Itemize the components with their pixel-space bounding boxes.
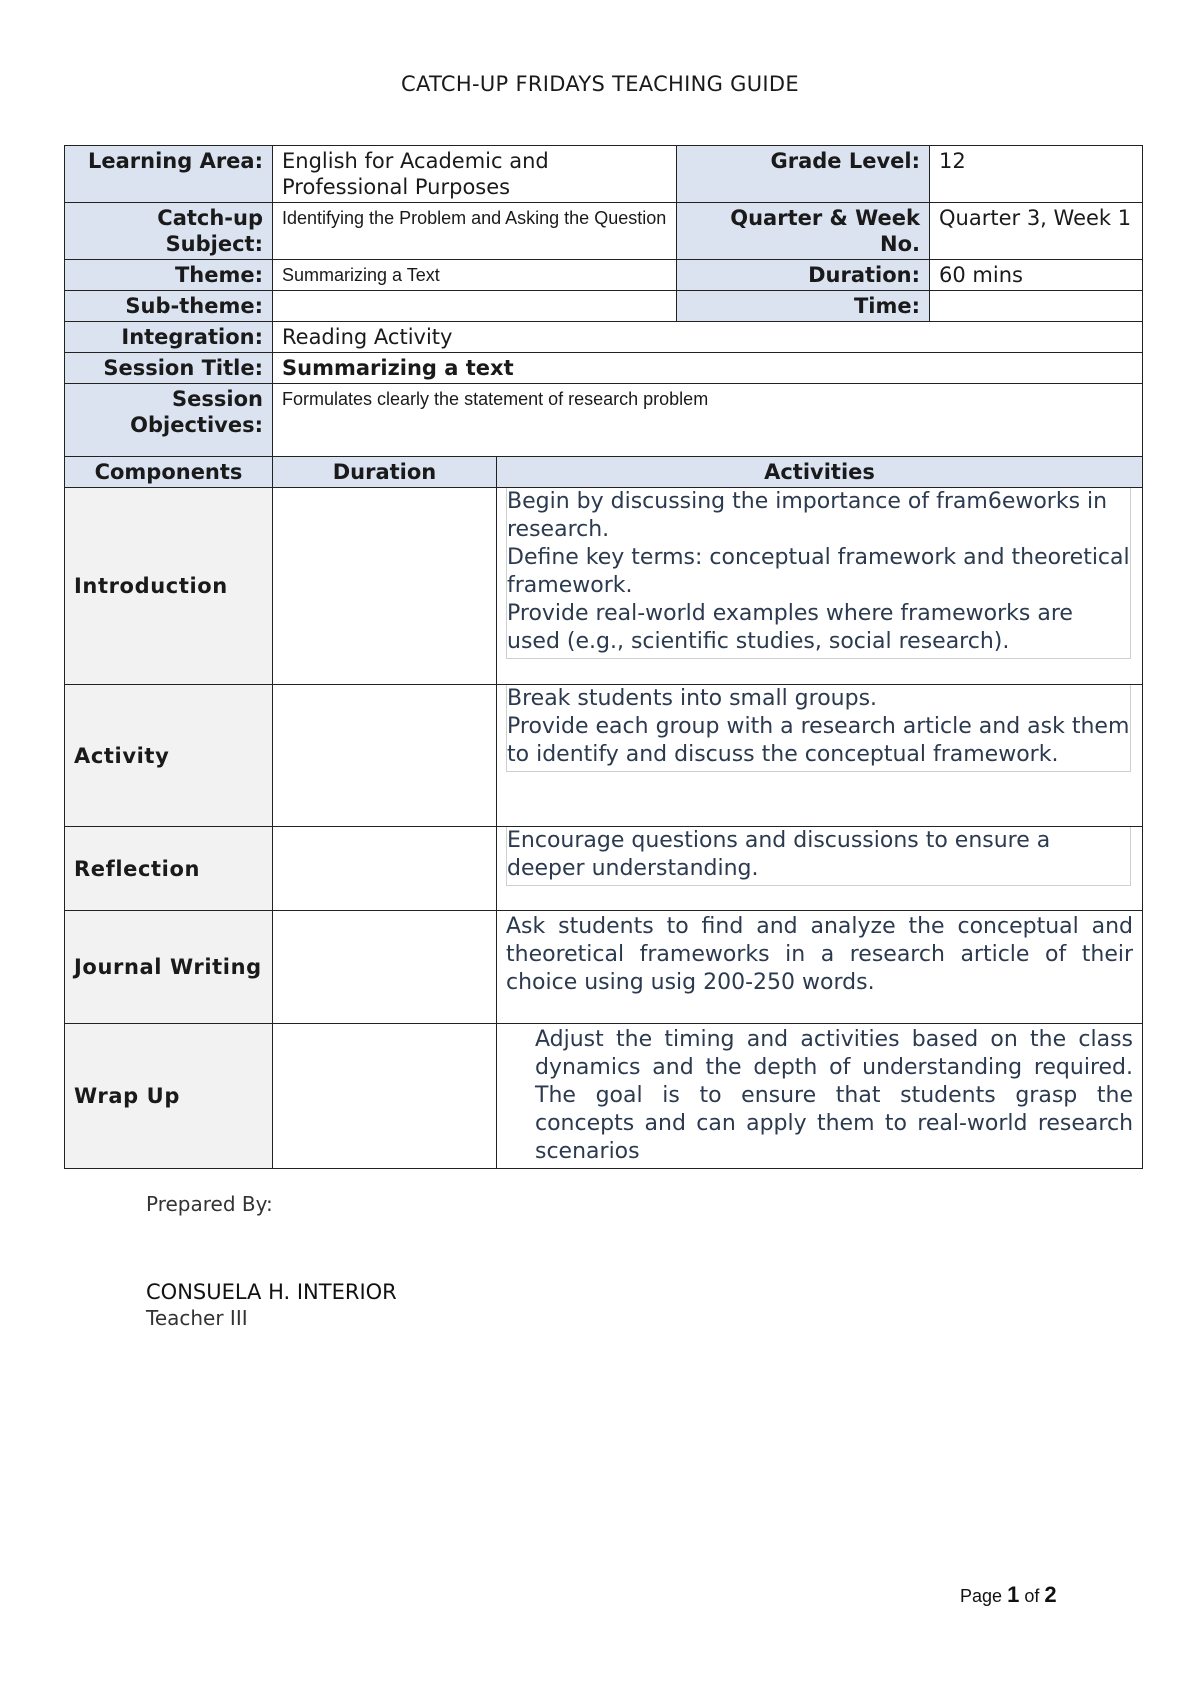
component-duration (273, 827, 497, 911)
introduction-activities-text: Begin by discussing the importance of fram6eworks in research. Define key terms: conceptual framework and theoretical framework. Provide real-world examples where frameworks are used (e.g., scientific studies, social research). (506, 488, 1131, 659)
component-activities (497, 685, 1143, 827)
component-row-journal-writing (65, 911, 1143, 1024)
component-duration (273, 488, 497, 685)
grade-level-label: Grade Level: (677, 146, 930, 203)
component-name: Reflection (65, 827, 273, 911)
component-row-reflection (65, 827, 1143, 911)
duration-value: 60 mins (930, 260, 1143, 291)
theme-value: Summarizing a Text (273, 260, 677, 291)
session-objectives-value: Formulates clearly the statement of research problem (273, 384, 1143, 457)
reflection-activities-text: Encourage questions and discussions to ensure a deeper understanding. (506, 827, 1131, 886)
duration-header: Duration (273, 457, 497, 488)
theme-label: Theme: (65, 260, 273, 291)
document-title: CATCH-UP FRIDAYS TEACHING GUIDE (401, 72, 799, 96)
component-row-activity (65, 685, 1143, 827)
page-number (960, 1582, 1057, 1608)
component-activities (497, 488, 1143, 685)
page-prefix: Page (960, 1586, 1003, 1606)
teaching-guide-table (64, 145, 1143, 1169)
quarter-week-label: Quarter & Week No. (677, 203, 930, 260)
component-row-introduction (65, 488, 1143, 685)
row-theme (65, 260, 1143, 291)
row-subtheme (65, 291, 1143, 322)
learning-area-label: Learning Area: (65, 146, 273, 203)
activity-activities-text: Break students into small groups. Provide each group with a research article and ask them to identify and discuss the conceptual framework. (506, 685, 1131, 772)
row-session-title (65, 353, 1143, 384)
grade-level-value: 12 (930, 146, 1143, 203)
integration-value: Reading Activity (273, 322, 1143, 353)
session-title-value: Summarizing a text (273, 353, 1143, 384)
row-integration (65, 322, 1143, 353)
preparer-name: CONSUELA H. INTERIOR (146, 1280, 397, 1304)
component-name: Wrap Up (65, 1024, 273, 1169)
component-duration (273, 685, 497, 827)
components-header-row (65, 457, 1143, 488)
session-title-label: Session Title: (65, 353, 273, 384)
component-name: Introduction (65, 488, 273, 685)
preparer-role: Teacher III (146, 1306, 248, 1330)
component-activities (497, 827, 1143, 911)
catchup-subject-label: Catch-up Subject: (65, 203, 273, 260)
component-name: Activity (65, 685, 273, 827)
page-current: 1 (1007, 1582, 1020, 1607)
quarter-week-value: Quarter 3, Week 1 (930, 203, 1143, 260)
time-value (930, 291, 1143, 322)
page-of: of (1024, 1586, 1040, 1606)
integration-label: Integration: (65, 322, 273, 353)
component-activities: Ask students to find and analyze the conceptual and theoretical frameworks in a research article of their choice using usig 200-250 words. (497, 911, 1143, 1024)
component-name: Journal Writing (65, 911, 273, 1024)
catchup-subject-value: Identifying the Problem and Asking the Question (273, 203, 677, 260)
row-catchup-subject (65, 203, 1143, 260)
component-duration (273, 911, 497, 1024)
component-row-wrap-up (65, 1024, 1143, 1169)
session-objectives-label: Session Objectives: (65, 384, 273, 457)
prepared-by-label: Prepared By: (146, 1192, 273, 1216)
row-learning-area (65, 146, 1143, 203)
component-duration (273, 1024, 497, 1169)
duration-label: Duration: (677, 260, 930, 291)
component-activities: Adjust the timing and activities based on the class dynamics and the depth of understanding required. The goal is to ensure that students grasp the concepts and can apply them to real-world research scenarios (497, 1024, 1143, 1169)
components-header: Components (65, 457, 273, 488)
row-session-objectives (65, 384, 1143, 457)
page-total: 2 (1044, 1582, 1057, 1607)
subtheme-value (273, 291, 677, 322)
subtheme-label: Sub-theme: (65, 291, 273, 322)
activities-header: Activities (497, 457, 1143, 488)
time-label: Time: (677, 291, 930, 322)
learning-area-value: English for Academic and Professional Purposes (273, 146, 677, 203)
